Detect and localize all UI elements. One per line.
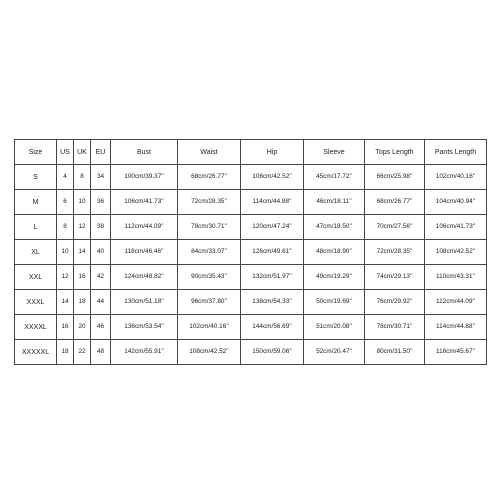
cell-pants-length: 104cm/40.94'' xyxy=(425,190,487,215)
cell-sleeve: 46cm/18.11'' xyxy=(304,190,365,215)
cell-hip: 144cm/56.69'' xyxy=(241,315,304,340)
cell-bust: 124cm/48.82'' xyxy=(111,265,178,290)
cell-hip: 150cm/59.06'' xyxy=(241,340,304,365)
cell-tops-length: 80cm/31.50'' xyxy=(365,340,425,365)
cell-waist: 68cm/26.77'' xyxy=(178,165,241,190)
cell-tops-length: 78cm/30.71'' xyxy=(365,315,425,340)
cell-sleeve: 47cm/18.50'' xyxy=(304,215,365,240)
table-body xyxy=(15,165,487,365)
cell-size: XXXXL xyxy=(15,315,57,340)
cell-eu: 38 xyxy=(91,215,111,240)
cell-waist: 108cm/42.52'' xyxy=(178,340,241,365)
cell-tops-length: 68cm/26.77'' xyxy=(365,190,425,215)
cell-waist: 102cm/40.16'' xyxy=(178,315,241,340)
table-row xyxy=(15,215,487,240)
header-hip: Hip xyxy=(241,140,304,165)
cell-pants-length: 112cm/44.09'' xyxy=(425,290,487,315)
cell-waist: 96cm/37.80'' xyxy=(178,290,241,315)
size-chart-table xyxy=(14,139,487,365)
cell-pants-length: 110cm/43.31'' xyxy=(425,265,487,290)
table-row xyxy=(15,190,487,215)
table-row xyxy=(15,240,487,265)
cell-us: 18 xyxy=(57,340,74,365)
header-pants-length: Pants Length xyxy=(425,140,487,165)
header-waist: Waist xyxy=(178,140,241,165)
cell-uk: 12 xyxy=(74,215,91,240)
cell-bust: 136cm/53.54'' xyxy=(111,315,178,340)
cell-uk: 14 xyxy=(74,240,91,265)
cell-hip: 126cm/49.61'' xyxy=(241,240,304,265)
header-uk: UK xyxy=(74,140,91,165)
cell-size: XL xyxy=(15,240,57,265)
cell-bust: 118cm/46.46'' xyxy=(111,240,178,265)
header-sleeve: Sleeve xyxy=(304,140,365,165)
cell-waist: 84cm/33.07'' xyxy=(178,240,241,265)
cell-uk: 18 xyxy=(74,290,91,315)
cell-pants-length: 102cm/40.16'' xyxy=(425,165,487,190)
cell-hip: 132cm/51.97'' xyxy=(241,265,304,290)
cell-bust: 142cm/55.91'' xyxy=(111,340,178,365)
cell-sleeve: 45cm/17.72'' xyxy=(304,165,365,190)
table-row xyxy=(15,265,487,290)
cell-eu: 40 xyxy=(91,240,111,265)
cell-hip: 120cm/47.24'' xyxy=(241,215,304,240)
cell-bust: 112cm/44.09'' xyxy=(111,215,178,240)
cell-sleeve: 52cm/20.47'' xyxy=(304,340,365,365)
cell-eu: 48 xyxy=(91,340,111,365)
cell-us: 16 xyxy=(57,315,74,340)
cell-us: 14 xyxy=(57,290,74,315)
cell-us: 10 xyxy=(57,240,74,265)
cell-tops-length: 76cm/29.92'' xyxy=(365,290,425,315)
cell-us: 12 xyxy=(57,265,74,290)
cell-tops-length: 74cm/29.13'' xyxy=(365,265,425,290)
cell-pants-length: 108cm/42.52'' xyxy=(425,240,487,265)
cell-tops-length: 72cm/28.35'' xyxy=(365,240,425,265)
cell-uk: 16 xyxy=(74,265,91,290)
cell-sleeve: 51cm/20.08'' xyxy=(304,315,365,340)
cell-size: M xyxy=(15,190,57,215)
cell-tops-length: 70cm/27.56'' xyxy=(365,215,425,240)
cell-bust: 100cm/39.37'' xyxy=(111,165,178,190)
cell-uk: 20 xyxy=(74,315,91,340)
cell-hip: 138cm/54.33'' xyxy=(241,290,304,315)
cell-pants-length: 114cm/44.88'' xyxy=(425,315,487,340)
cell-sleeve: 50cm/19.69'' xyxy=(304,290,365,315)
cell-sleeve: 48cm/18.90'' xyxy=(304,240,365,265)
cell-waist: 72cm/28.35'' xyxy=(178,190,241,215)
cell-us: 8 xyxy=(57,215,74,240)
cell-uk: 22 xyxy=(74,340,91,365)
cell-size: XXXXXL xyxy=(15,340,57,365)
header-eu: EU xyxy=(91,140,111,165)
cell-uk: 8 xyxy=(74,165,91,190)
table-header-row xyxy=(15,140,487,165)
cell-eu: 42 xyxy=(91,265,111,290)
cell-pants-length: 106cm/41.73'' xyxy=(425,215,487,240)
header-us: US xyxy=(57,140,74,165)
cell-uk: 10 xyxy=(74,190,91,215)
table-row xyxy=(15,165,487,190)
cell-size: S xyxy=(15,165,57,190)
cell-pants-length: 116cm/45.67'' xyxy=(425,340,487,365)
cell-eu: 46 xyxy=(91,315,111,340)
header-bust: Bust xyxy=(111,140,178,165)
table-row xyxy=(15,315,487,340)
cell-bust: 106cm/41.73'' xyxy=(111,190,178,215)
table-row xyxy=(15,340,487,365)
cell-waist: 78cm/30.71'' xyxy=(178,215,241,240)
cell-eu: 34 xyxy=(91,165,111,190)
cell-size: XXL xyxy=(15,265,57,290)
cell-hip: 114cm/44.88'' xyxy=(241,190,304,215)
cell-waist: 90cm/35.43'' xyxy=(178,265,241,290)
cell-size: L xyxy=(15,215,57,240)
header-size: Size xyxy=(15,140,57,165)
cell-eu: 44 xyxy=(91,290,111,315)
cell-hip: 108cm/42.52'' xyxy=(241,165,304,190)
header-tops-length: Tops Length xyxy=(365,140,425,165)
cell-bust: 130cm/51.18'' xyxy=(111,290,178,315)
table-row xyxy=(15,290,487,315)
cell-us: 4 xyxy=(57,165,74,190)
cell-tops-length: 66cm/25.98'' xyxy=(365,165,425,190)
cell-sleeve: 49cm/19.29'' xyxy=(304,265,365,290)
cell-size: XXXL xyxy=(15,290,57,315)
cell-eu: 36 xyxy=(91,190,111,215)
cell-us: 6 xyxy=(57,190,74,215)
